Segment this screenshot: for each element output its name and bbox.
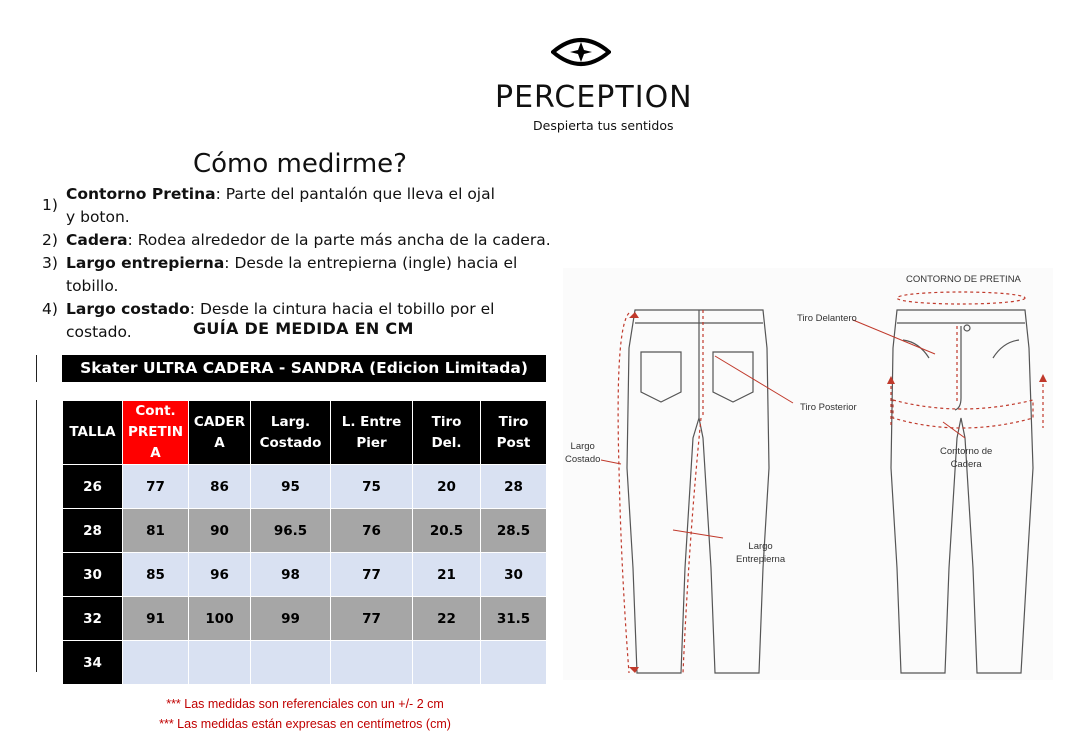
label-contorno-cadera: Contorno de Cadera bbox=[940, 446, 993, 470]
column-header: TALLA bbox=[63, 401, 123, 465]
table-cell: 90 bbox=[189, 509, 251, 553]
table-cell: 76 bbox=[331, 509, 413, 553]
column-header: Cont. PRETINA bbox=[123, 401, 189, 465]
table-cell: 86 bbox=[189, 465, 251, 509]
size-cell: 30 bbox=[63, 553, 123, 597]
step-number: 2) bbox=[42, 231, 58, 249]
table-cell: 20 bbox=[413, 465, 481, 509]
label-largo-entrepierna: Largo Entrepierna bbox=[736, 541, 786, 565]
step-text: : Desde la entrepierna (ingle) hacia el tobillo. bbox=[66, 254, 518, 295]
footnote: *** Las medidas son referenciales con un +/- 2 cm bbox=[166, 697, 444, 711]
table-cell bbox=[189, 641, 251, 685]
table-cell: 96.5 bbox=[251, 509, 331, 553]
step-number: 1) bbox=[42, 196, 58, 214]
step-item bbox=[42, 229, 562, 252]
table-cell: 75 bbox=[331, 465, 413, 509]
step-text: : Parte del pantalón que lleva el ojal y boton. bbox=[66, 185, 495, 226]
measurement-diagram bbox=[563, 268, 1053, 680]
column-header: Tiro Del. bbox=[413, 401, 481, 465]
table-cell: 85 bbox=[123, 553, 189, 597]
column-header: Tiro Post bbox=[481, 401, 547, 465]
size-cell: 32 bbox=[63, 597, 123, 641]
table-cell: 31.5 bbox=[481, 597, 547, 641]
label-largo-costado: Largo Costado bbox=[565, 441, 601, 465]
size-table bbox=[62, 400, 547, 685]
table-row bbox=[63, 509, 547, 553]
table-row bbox=[63, 553, 547, 597]
table-cell: 22 bbox=[413, 597, 481, 641]
table-cell: 28 bbox=[481, 465, 547, 509]
step-term: Largo costado bbox=[66, 300, 190, 318]
table-cell: 21 bbox=[413, 553, 481, 597]
label-contorno-pretina: CONTORNO DE PRETINA bbox=[906, 274, 1021, 285]
step-item bbox=[42, 183, 506, 229]
step-term: Contorno Pretina bbox=[66, 185, 216, 203]
step-number: 3) bbox=[42, 254, 58, 272]
column-header: L. Entre Pier bbox=[331, 401, 413, 465]
table-cell bbox=[481, 641, 547, 685]
column-header: CADERA bbox=[189, 401, 251, 465]
jeans-illustration bbox=[563, 268, 1053, 680]
step-text: : Rodea alrededor de la parte más ancha de la cadera. bbox=[127, 231, 551, 249]
table-row bbox=[63, 465, 547, 509]
table-cell: 99 bbox=[251, 597, 331, 641]
product-name: Skater ULTRA CADERA - SANDRA (Edicion Limitada) bbox=[62, 355, 546, 382]
divider bbox=[36, 400, 37, 672]
divider bbox=[36, 355, 37, 382]
step-term: Cadera bbox=[66, 231, 128, 249]
label-tiro-delantero: Tiro Delantero bbox=[797, 313, 857, 324]
brand-tagline: Despierta tus sentidos bbox=[533, 118, 674, 133]
table-cell bbox=[123, 641, 189, 685]
label-tiro-posterior: Tiro Posterior bbox=[800, 402, 857, 413]
step-text: : Desde la cintura hacia el tobillo por el costado. bbox=[66, 300, 495, 341]
column-header: Larg. Costado bbox=[251, 401, 331, 465]
size-cell: 26 bbox=[63, 465, 123, 509]
brand-logo bbox=[495, 34, 693, 134]
size-cell: 28 bbox=[63, 509, 123, 553]
how-to-title: Cómo medirme? bbox=[193, 149, 407, 179]
table-cell: 77 bbox=[123, 465, 189, 509]
footnotes bbox=[100, 694, 510, 734]
table-cell: 91 bbox=[123, 597, 189, 641]
table-cell: 96 bbox=[189, 553, 251, 597]
table-cell: 100 bbox=[189, 597, 251, 641]
table-cell: 30 bbox=[481, 553, 547, 597]
eye-icon bbox=[551, 34, 611, 74]
table-cell: 95 bbox=[251, 465, 331, 509]
table-cell bbox=[331, 641, 413, 685]
table-cell: 77 bbox=[331, 553, 413, 597]
table-cell: 28.5 bbox=[481, 509, 547, 553]
size-cell: 34 bbox=[63, 641, 123, 685]
table-row bbox=[63, 641, 547, 685]
table-row bbox=[63, 597, 547, 641]
step-term: Largo entrepierna bbox=[66, 254, 225, 272]
step-number: 4) bbox=[42, 300, 58, 318]
brand-name: PERCEPTION bbox=[495, 80, 693, 115]
table-header-row bbox=[63, 401, 547, 465]
guide-title: GUÍA DE MEDIDA EN CM bbox=[193, 319, 414, 338]
table-cell bbox=[251, 641, 331, 685]
step-item bbox=[42, 252, 562, 298]
table-cell bbox=[413, 641, 481, 685]
table-cell: 81 bbox=[123, 509, 189, 553]
table-cell: 77 bbox=[331, 597, 413, 641]
footnote: *** Las medidas están expresas en centímetros (cm) bbox=[159, 717, 451, 731]
table-cell: 98 bbox=[251, 553, 331, 597]
table-cell: 20.5 bbox=[413, 509, 481, 553]
